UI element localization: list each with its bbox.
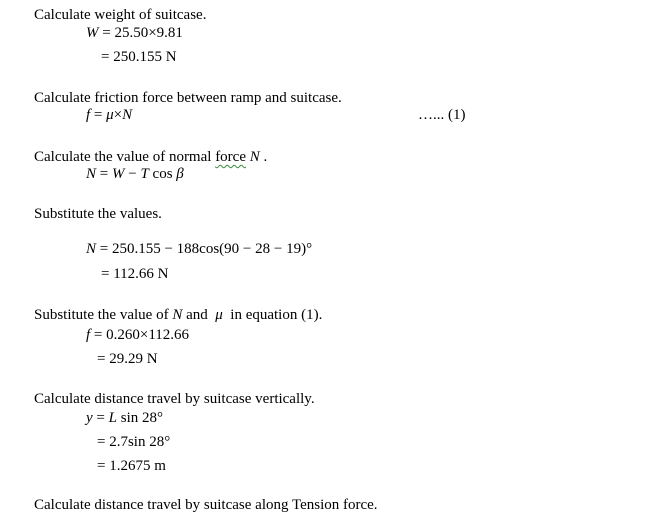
step5-text-b: and [182,307,216,323]
w-symbol: W [111,166,125,182]
equals: = [96,166,112,182]
beta-symbol: β [176,166,184,182]
step7-heading: Calculate distance travel by suitcase along Tension force. [34,497,378,513]
n-symbol: N [172,307,183,323]
weight-symbol: W [86,25,99,41]
cos-fn: cos [148,166,177,182]
step2-heading: Calculate friction force between ramp and suitcase. [34,90,342,106]
normal-symbol: N [122,107,133,123]
normal-force-symbol: N [246,149,260,165]
step2-equation [86,106,132,124]
l-symbol: L [108,410,117,426]
step5-text-a: Substitute the value of [34,307,173,323]
f-symbol: f [86,327,91,343]
equals: = [90,107,107,123]
equation-number: …... (1) [418,107,466,123]
sin-expression: sin 28° [116,410,163,426]
step1-eq-line2: = 250.155 N [101,49,177,65]
times: × [113,107,123,123]
step4-eq-line2: = 112.66 N [101,266,169,282]
step4-eq-line1 [86,240,312,258]
step4-heading: Substitute the values. [34,206,162,222]
step3-equation [86,165,184,183]
step6-eq-line2: = 2.7sin 28° [97,434,171,450]
step3-heading-text: Calculate the value of normal [34,149,216,165]
normal-expression: = 250.155 − 188cos(90 − 28 − 19)° [96,241,313,257]
mu-symbol: μ [215,307,223,323]
step3-heading-end: . [259,149,268,165]
step6-eq-line1 [86,409,163,427]
y-symbol: y [86,410,93,426]
t-symbol: T [140,166,149,182]
step6-eq-line3: = 1.2675 m [97,458,166,474]
minus: − [124,166,141,182]
step5-eq-line1 [86,326,189,344]
step6-heading: Calculate distance travel by suitcase vertically. [34,391,315,407]
step5-text-c: in equation (1). [222,307,323,323]
step1-heading: Calculate weight of suitcase. [34,7,207,23]
step3-heading [34,148,267,166]
n-symbol: N [86,166,97,182]
equals: = [92,410,109,426]
mu-symbol: μ [106,107,114,123]
spellcheck-word: force [215,149,246,165]
step5-heading [34,306,322,324]
n-symbol: N [86,241,97,257]
weight-expression: = 25.50×9.81 [102,25,183,41]
friction-expression: = 0.260×112.66 [90,327,190,343]
step5-eq-line2: = 29.29 N [97,351,158,367]
step1-eq-line1 [86,24,183,42]
friction-symbol: f [86,107,91,123]
